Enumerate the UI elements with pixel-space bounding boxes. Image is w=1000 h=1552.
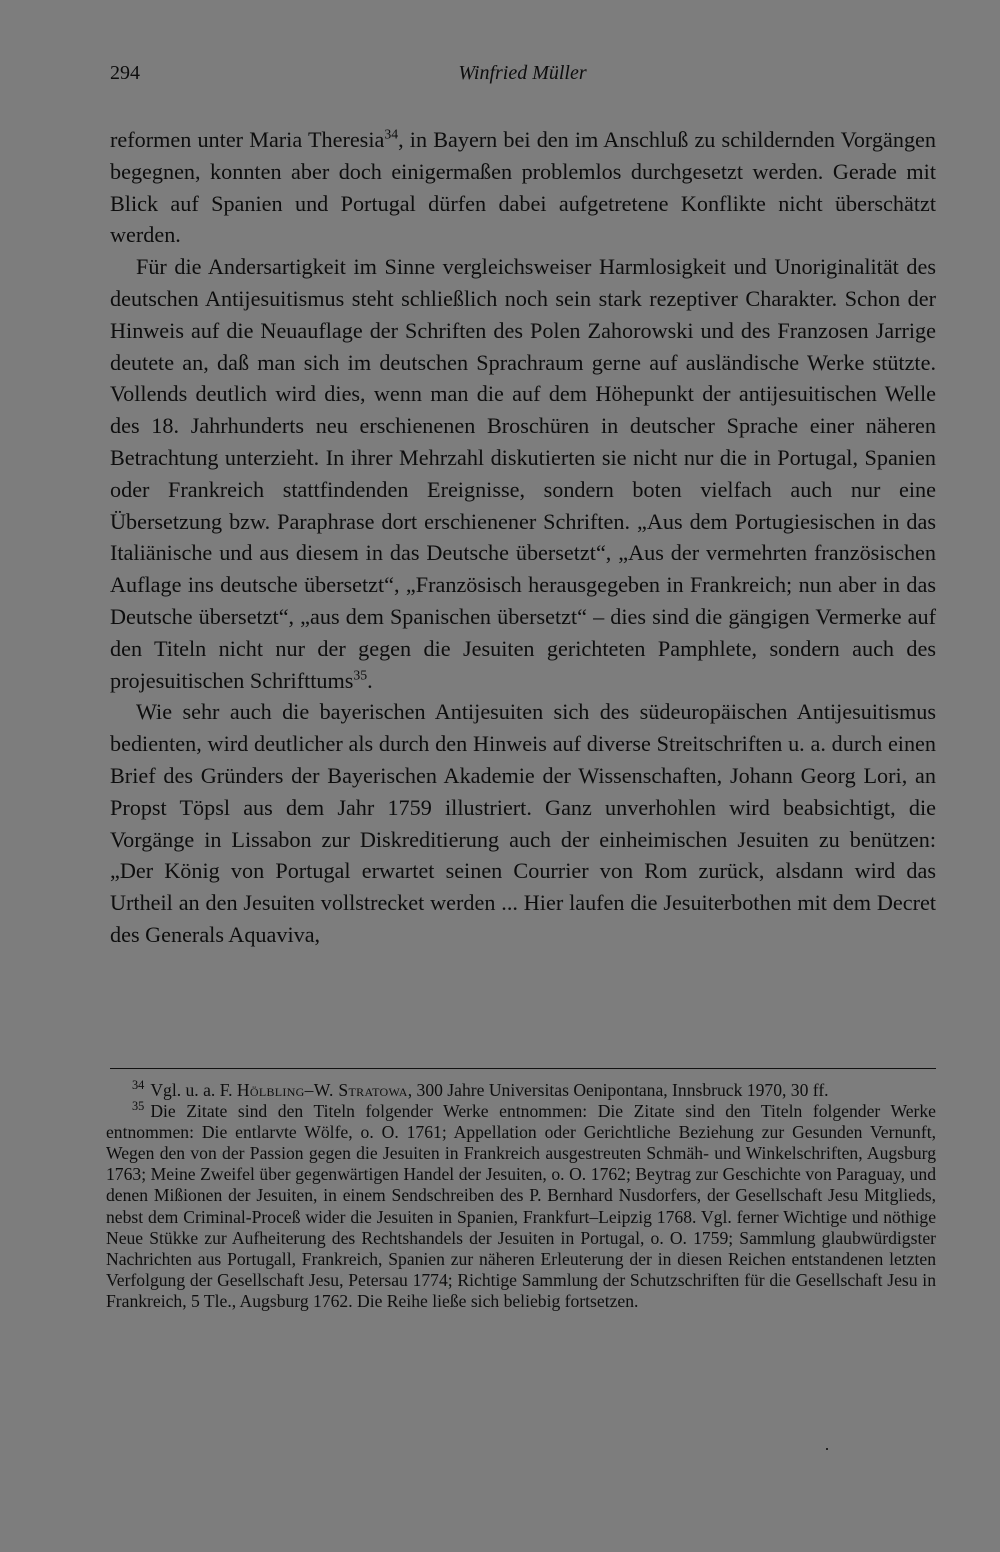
main-text	[110, 124, 936, 951]
page-header	[110, 62, 935, 92]
page-number: 294	[110, 62, 140, 84]
paragraph-3: Wie sehr auch die bayerischen Antijesuiten sich des südeuropäischen Antijesuitismus bedienten, wird deutlicher als durch den Hinweis auf diverse Streitschriften u. a. durch einen Brief des Gründers der Bayerischen Akademie der Wissenschaften, Johann Georg Lori, an Propst Töpsl aus dem Jahr 1759 illustriert. Ganz unverhohlen wird beabsichtigt, die Vorgänge in Lissabon zur Diskreditierung auch der einheimischen Jesuiten zu benützen: „Der König von Portugal erwartet seinen Courrier von Rom zurück, alsdann wird das Urtheil an den Jesuiten vollstrecket werden ... Hier laufen die Jesuiterbothen mit dem Decret des Generals Aquaviva,	[110, 699, 936, 947]
footnote-34-lead: Vgl. u. a. F.	[150, 1080, 237, 1100]
footnote-34	[106, 1080, 936, 1101]
footnote-34-authors: Hölbling–W. Stratowa	[236, 1080, 408, 1100]
footnote-35	[106, 1101, 936, 1312]
paragraph-2-text: Für die Andersartigkeit im Sinne vergleichsweiser Harmlosigkeit und Unoriginalität des deutschen Antijesuitismus steht schließlich noch sein stark rezeptiver Charakter. Schon der Hinweis auf die Neuauflage der Schriften des Polen Zahorowski und des Franzosen Jarrige deutete an, daß man sich im deutschen Sprachraum gerne auf ausländische Werke stützte. Vollends deutlich wird dies, wenn man die auf dem Höhepunkt der antijesuitischen Welle des 18. Jahrhunderts neu erschienenen Broschüren in deutscher Sprache einer näheren Betrachtung unterzieht. In ihrer Mehrzahl diskutierten sie nicht nur die in Portugal, Spanien oder Frankreich stattfindenden Ereignisse, sondern boten vielfach auch nur eine Übersetzung bzw. Paraphrase dort erschienener Schriften. „Aus dem Portugiesischen in das Italiänische und aus diesem in das Deutsche übersetzt“, „Aus der vermehrten französischen Auflage ins deutsche übersetzt“, „Französisch herausgegeben in Frankreich; nun aber in das Deutsche übersetzt“, „aus dem Spanischen übersetzt“ – dies sind die gängigen Vermerke auf den Titeln nicht nur der gegen die Jesuiten gerichteten Pamphlete, sondern auch des projesuitischen Schrifttums	[110, 254, 936, 693]
footnote-ref-34: 34	[384, 126, 399, 142]
footnote-ref-35: 35	[353, 667, 368, 683]
footnote-35-text: Die Zitate sind den Titeln folgender Werke entnommen: Die Zitate sind den Titeln folgender Werke entnommen: Die entlarvte Wölfe, o. O. 1761; Appellation oder Gerichtliche Beziehung zur Gesunden Vernunft, Wegen den von der Passion gegen die Jesuiten in Frankreich ausgestreuten Schmäh- und Winkelschriften, Augsburg 1763; Meine Zweifel über gegenwärtigen Handel der Jesuiten, o. O. 1762; Beytrag zur Geschichte von Paraguay, und denen Mißionen der Jesuiten, in einem Sendschreiben des P. Bernhard Nusdorfers, der Gesellschaft Jesu Mitglieds, nebst dem Criminal-Proceß wider die Jesuiten in Spanien, Frankfurt–Leipzig 1768. Vgl. ferner Wichtige und nöthige Neue Stükke zur Aufheiterung des Rechtshandels der Jesuiten in Portugal, o. O. 1759; Sammlung glaubwürdigster Nachrichten aus Portugall, Frankreich, Spanien zur näheren Erleuterung der in diesen Reichen entstandenen letzten Verfolgung der Gesellschaft Jesu, Petersau 1774; Richtige Sammlung der Schutzschriften für die Gesellschaft Jesu in Frankreich, 5 Tle., Augsburg 1762. Die Reihe ließe sich beliebig fortsetzen.	[106, 1101, 936, 1311]
footnote-mark: 35	[132, 1099, 145, 1114]
footnote-34-rest: , 300 Jahre Universitas Oenipontana, Innsbruck 1970, 30 ff.	[407, 1080, 829, 1100]
paragraph-1-text-end: , in Bayern bei den im Anschluß zu schildernden Vorgängen begegnen, konnten aber doch einigermaßen problemlos durchgesetzt werden. Gerade mit Blick auf Spanien und Portugal dürfen dabei aufgetretene Konflikte nicht überschätzt werden.	[110, 127, 936, 248]
paragraph-1-text: reformen unter Maria Theresia	[110, 127, 385, 152]
footnotes	[106, 1080, 936, 1312]
footnote-divider	[110, 1068, 936, 1069]
paragraph-2-text-end: .	[367, 667, 373, 693]
running-head: Winfried Müller	[458, 62, 587, 84]
footnote-mark: 34	[132, 1078, 145, 1093]
scan-speck	[826, 1448, 828, 1450]
paragraph-1	[110, 124, 936, 251]
paragraph-2	[110, 251, 936, 696]
